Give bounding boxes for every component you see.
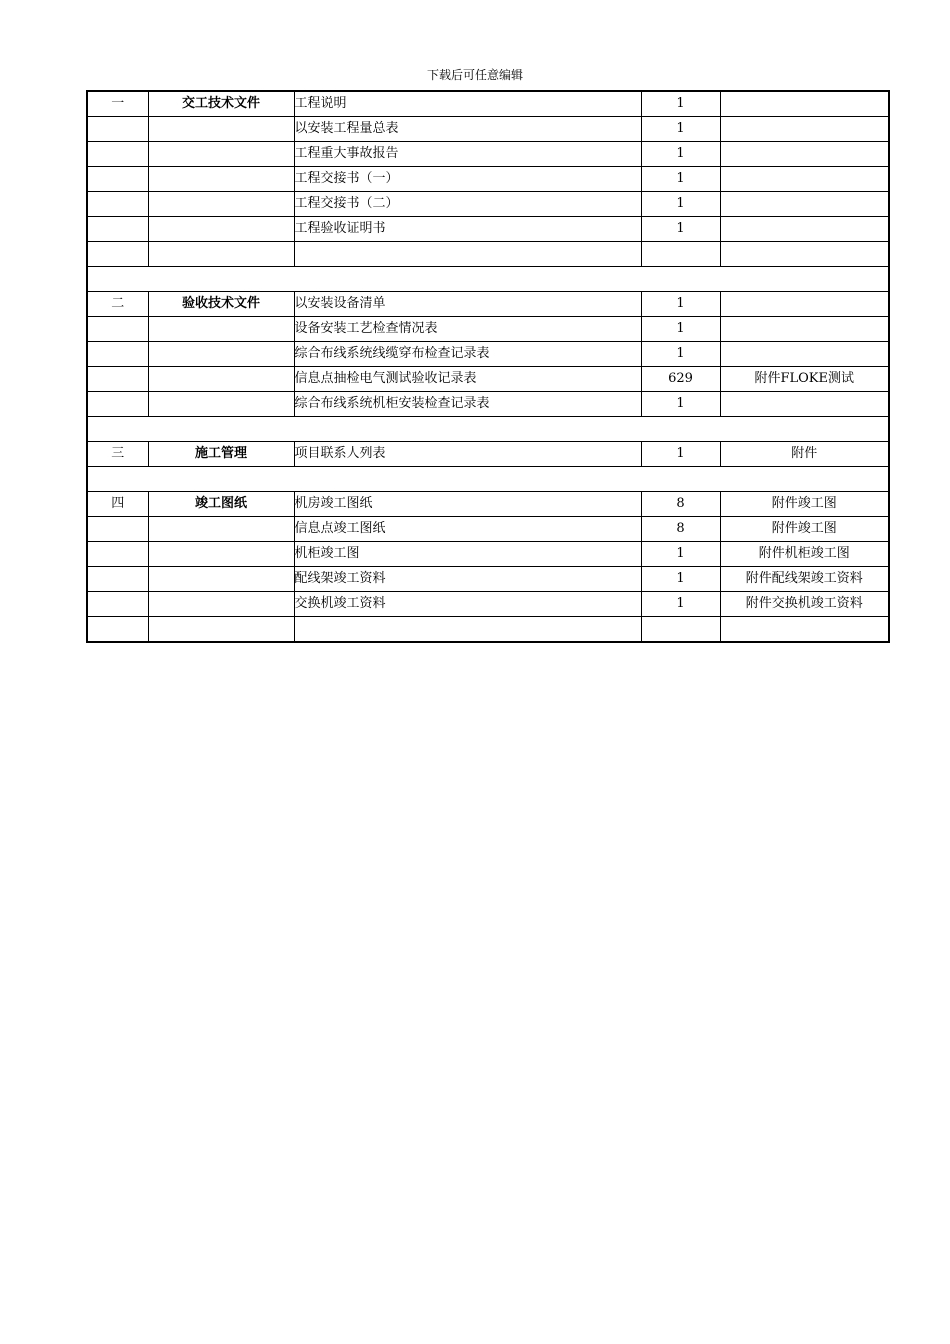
section-number bbox=[87, 142, 148, 167]
document-note bbox=[720, 192, 889, 217]
document-note: 附件交换机竣工资料 bbox=[720, 592, 889, 617]
document-note bbox=[720, 392, 889, 417]
document-note: 附件竣工图 bbox=[720, 492, 889, 517]
document-name: 机柜竣工图 bbox=[294, 542, 641, 567]
document-name: 工程说明 bbox=[294, 91, 641, 117]
section-number bbox=[87, 117, 148, 142]
section-title bbox=[148, 592, 294, 617]
section-title bbox=[148, 617, 294, 643]
table-row bbox=[87, 167, 889, 192]
document-table-body bbox=[87, 91, 889, 642]
document-quantity: 1 bbox=[641, 317, 720, 342]
section-title: 竣工图纸 bbox=[148, 492, 294, 517]
document-name: 机房竣工图纸 bbox=[294, 492, 641, 517]
document-name: 工程交接书（二） bbox=[294, 192, 641, 217]
document-quantity bbox=[641, 617, 720, 643]
section-title bbox=[148, 142, 294, 167]
section-number bbox=[87, 517, 148, 542]
spacer-row bbox=[87, 467, 889, 492]
section-title: 验收技术文件 bbox=[148, 292, 294, 317]
document-note bbox=[720, 217, 889, 242]
document-quantity: 629 bbox=[641, 367, 720, 392]
document-quantity: 1 bbox=[641, 217, 720, 242]
section-title bbox=[148, 367, 294, 392]
table-row bbox=[87, 317, 889, 342]
section-number bbox=[87, 567, 148, 592]
document-quantity: 8 bbox=[641, 492, 720, 517]
document-note bbox=[720, 317, 889, 342]
document-quantity: 1 bbox=[641, 117, 720, 142]
document-name bbox=[294, 617, 641, 643]
section-title bbox=[148, 517, 294, 542]
document-table bbox=[86, 90, 890, 643]
spacer-cell bbox=[87, 267, 889, 292]
section-number bbox=[87, 367, 148, 392]
table-row bbox=[87, 91, 889, 117]
document-name: 信息点竣工图纸 bbox=[294, 517, 641, 542]
table-row bbox=[87, 492, 889, 517]
document-note bbox=[720, 142, 889, 167]
section-number bbox=[87, 192, 148, 217]
section-number bbox=[87, 342, 148, 367]
document-note bbox=[720, 292, 889, 317]
document-name: 工程重大事故报告 bbox=[294, 142, 641, 167]
document-note bbox=[720, 617, 889, 643]
document-note bbox=[720, 117, 889, 142]
table-row bbox=[87, 592, 889, 617]
document-note bbox=[720, 91, 889, 117]
document-name: 配线架竣工资料 bbox=[294, 567, 641, 592]
document-name: 交换机竣工资料 bbox=[294, 592, 641, 617]
section-number bbox=[87, 217, 148, 242]
spacer-cell bbox=[87, 467, 889, 492]
document-name: 工程验收证明书 bbox=[294, 217, 641, 242]
document-quantity: 1 bbox=[641, 392, 720, 417]
document-name: 项目联系人列表 bbox=[294, 442, 641, 467]
table-row bbox=[87, 242, 889, 267]
document-quantity: 1 bbox=[641, 342, 720, 367]
document-note: 附件 bbox=[720, 442, 889, 467]
section-title bbox=[148, 217, 294, 242]
document-note: 附件配线架竣工资料 bbox=[720, 567, 889, 592]
table-row bbox=[87, 192, 889, 217]
document-quantity: 1 bbox=[641, 567, 720, 592]
document-quantity bbox=[641, 242, 720, 267]
document-name: 以安装工程量总表 bbox=[294, 117, 641, 142]
spacer-cell bbox=[87, 417, 889, 442]
document-name: 以安装设备清单 bbox=[294, 292, 641, 317]
section-number bbox=[87, 592, 148, 617]
document-name: 设备安装工艺检查情况表 bbox=[294, 317, 641, 342]
document-quantity: 1 bbox=[641, 442, 720, 467]
document-name: 信息点抽检电气测试验收记录表 bbox=[294, 367, 641, 392]
document-note: 附件机柜竣工图 bbox=[720, 542, 889, 567]
document-name: 综合布线系统机柜安装检查记录表 bbox=[294, 392, 641, 417]
document-note: 附件竣工图 bbox=[720, 517, 889, 542]
table-row bbox=[87, 292, 889, 317]
document-quantity: 1 bbox=[641, 142, 720, 167]
section-number: 一 bbox=[87, 91, 148, 117]
document-note: 附件FLOKE测试 bbox=[720, 367, 889, 392]
section-title bbox=[148, 567, 294, 592]
document-quantity: 1 bbox=[641, 592, 720, 617]
table-row bbox=[87, 342, 889, 367]
section-title bbox=[148, 167, 294, 192]
table-row bbox=[87, 442, 889, 467]
spacer-row bbox=[87, 417, 889, 442]
table-row bbox=[87, 567, 889, 592]
document-quantity: 1 bbox=[641, 167, 720, 192]
table-row bbox=[87, 392, 889, 417]
document-quantity: 1 bbox=[641, 542, 720, 567]
section-title: 交工技术文件 bbox=[148, 91, 294, 117]
section-number bbox=[87, 317, 148, 342]
document-quantity: 1 bbox=[641, 292, 720, 317]
document-name: 综合布线系统线缆穿布检查记录表 bbox=[294, 342, 641, 367]
section-title bbox=[148, 542, 294, 567]
table-row bbox=[87, 542, 889, 567]
section-title bbox=[148, 117, 294, 142]
table-row bbox=[87, 617, 889, 643]
section-number: 二 bbox=[87, 292, 148, 317]
document-note bbox=[720, 242, 889, 267]
table-row bbox=[87, 142, 889, 167]
section-title bbox=[148, 392, 294, 417]
document-note bbox=[720, 342, 889, 367]
document-quantity: 8 bbox=[641, 517, 720, 542]
section-number bbox=[87, 392, 148, 417]
table-row bbox=[87, 117, 889, 142]
document-note bbox=[720, 167, 889, 192]
section-number bbox=[87, 167, 148, 192]
document-quantity: 1 bbox=[641, 192, 720, 217]
table-row bbox=[87, 217, 889, 242]
section-title bbox=[148, 242, 294, 267]
section-number bbox=[87, 542, 148, 567]
section-title: 施工管理 bbox=[148, 442, 294, 467]
section-title bbox=[148, 342, 294, 367]
section-title bbox=[148, 192, 294, 217]
section-number: 四 bbox=[87, 492, 148, 517]
spacer-row bbox=[87, 267, 889, 292]
section-title bbox=[148, 317, 294, 342]
section-number bbox=[87, 617, 148, 643]
document-name bbox=[294, 242, 641, 267]
document-name: 工程交接书（一） bbox=[294, 167, 641, 192]
table-row bbox=[87, 367, 889, 392]
page-header: 下载后可任意编辑 bbox=[426, 68, 523, 82]
table-row bbox=[87, 517, 889, 542]
section-number bbox=[87, 242, 148, 267]
section-number: 三 bbox=[87, 442, 148, 467]
document-quantity: 1 bbox=[641, 91, 720, 117]
